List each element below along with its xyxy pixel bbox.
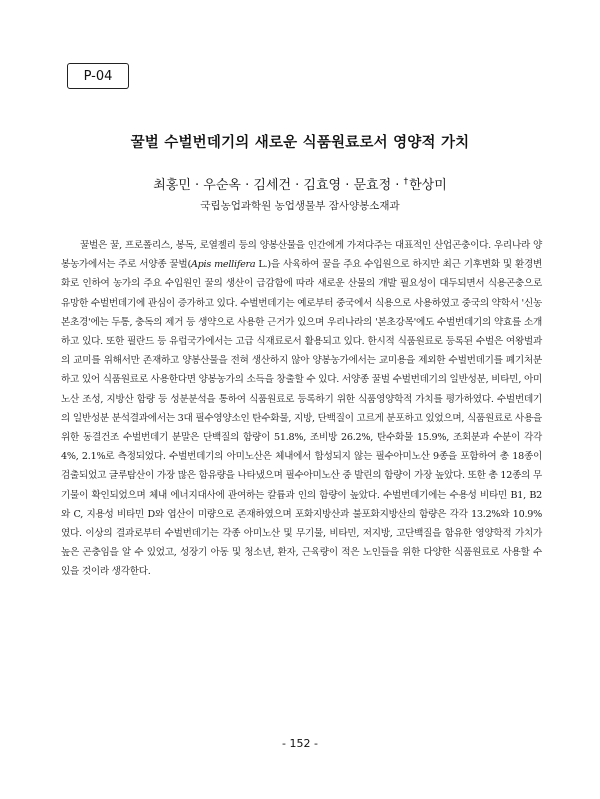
corresponding-author: 한상미 bbox=[409, 178, 447, 193]
page-number: - 152 - bbox=[282, 737, 318, 750]
affiliation: 국립농업과학원 농업생물부 잠사양봉소재과 bbox=[200, 200, 400, 212]
corresponding-author-mark: † bbox=[403, 176, 409, 187]
paper-title: 꿀벌 수벌번데기의 새로운 식품원료로서 영양적 가치 bbox=[130, 135, 470, 151]
authors-main: 최홍민 · 우순옥 · 김세건 · 김효영 · 문효정 · bbox=[153, 178, 404, 193]
species-name: Apis mellifera bbox=[190, 259, 256, 271]
author-list bbox=[0, 174, 600, 193]
abstract-part-1: 꿀벌은 꿀, 프로폴리스, 봉독, 로열젤리 등의 양봉산물을 인간에게 가져다주는 대표적인 산업곤충이다. 우리나라 양봉농가에서는 주로 서양종 꿀벌( bbox=[61, 240, 542, 271]
poster-id-label: P-04 bbox=[83, 68, 113, 84]
poster-id-badge bbox=[67, 63, 129, 89]
abstract-text bbox=[61, 236, 542, 582]
abstract-part-2: L.)을 사육하여 꿀을 주요 수입원으로 하지만 최근 기후변화 및 환경변화로 인하여 농가의 주요 수입원인 꿀의 생산이 급감함에 따라 새로운 산물의 개발 필요성이 대두되면서 식용곤충으로 유망한 수벌번데기에 관심이 증가하고 있다. 수벌번데기는 예로부터 중국에서 식용으로 사용하였고 중국의 약학서 '신농본초경'에는 두통, 충독의 제거 등 생약으로 사용한 근거가 있으며 우리나라의 '본초강목'에도 수벌번데기의 약효를 소개하고 있다. 또한 필란드 등 유럽국가에서는 고급 식재료로서 활용되고 있다. 한시적 식품원료로 등록된 수벌은 여왕벌과의 교미를 위해서만 존재하고 양봉산물을 전혀 생산하지 않아 양봉농가에서는 교미용을 제외한 수벌번데기를 폐기처분하고 있어 식품원료로 사용한다면 양봉농가의 소득을 창출할 수 있다. 서양종 꿀벌 수벌번데기의 일반성분, 비타민, 아미노산 조성, 지방산 함량 등 성분분석을 통하여 식품원료로 등록하기 위한 식품영양학적 가치를 평가하였다. 수벌번데기의 일반성분 분석결과에서는 3대 필수영양소인 탄수화물, 지방, 단백질이 고르게 분포하고 있었으며, 식품원료로 사용을 위한 동결건조 수벌번데기 분말은 단백질의 함량이 51.8%, 조비방 26.2%, 탄수화물 15.9%, 조회분과 수분이 각각 4%, 2.1%로 측정되었다. 수벌번데기의 아미노산은 체내에서 합성되지 않는 필수아미노산 9종을 포함하여 총 18종이 검출되었고 글루탐산이 가장 많은 함유량을 나타냈으며 필수아미노산 중 발린의 함량이 가장 높았다. 또한 총 12종의 무기물이 확인되었으며 체내 에너지대사에 관여하는 칼륨과 인의 함량이 높았다. 수벌번데기에는 수용성 비타민 B1, B2와 C, 지용성 비타민 D와 엽산이 미량으로 존재하였으며 포화지방산과 불포화지방산의 함량은 각각 13.2%와 10.9% 였다. 이상의 결과로부터 수벌번데기는 각종 아미노산 및 무기물, 비타민, 저지방, 고단백질을 함유한 영양학적 가치가 높은 곤충임을 알 수 있었고, 성장기 아동 및 청소년, 환자, 근육량이 적은 노인들을 위한 다양한 식품원료로 사용할 수 있을 것이라 생각한다. bbox=[61, 259, 542, 578]
